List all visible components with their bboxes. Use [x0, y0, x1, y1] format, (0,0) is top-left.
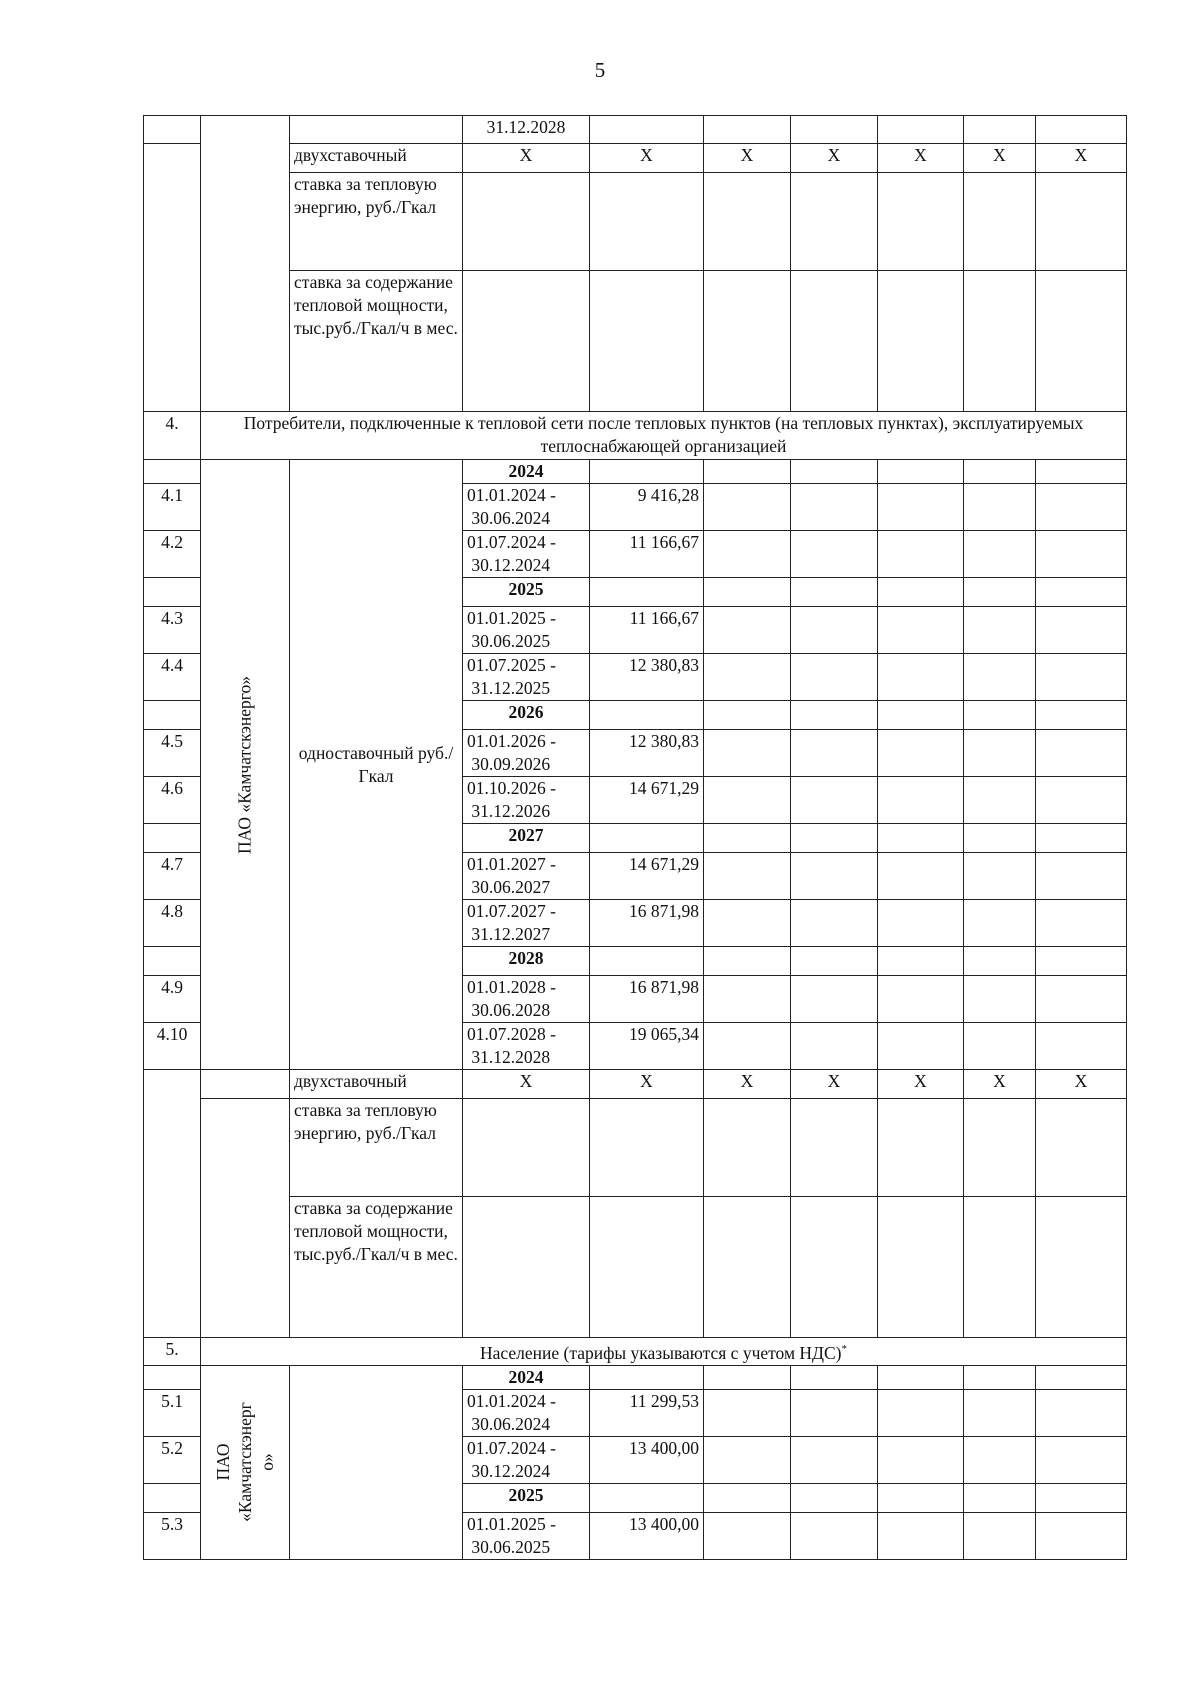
- period-cell: [463, 976, 590, 1023]
- tariff-value: 13 400,00: [590, 1436, 704, 1483]
- x-mark: X: [463, 1070, 590, 1099]
- org-name-cell: [201, 460, 290, 1070]
- period-start: 01.07.2024 -: [467, 1437, 556, 1458]
- row-number: 4.6: [144, 777, 201, 824]
- org-name: [212, 1403, 278, 1523]
- period-cell: [463, 777, 590, 824]
- year-row: [144, 1365, 1127, 1389]
- row-number: 4.8: [144, 900, 201, 947]
- org-name-cell: [201, 1365, 290, 1559]
- period-start: 01.07.2028 -: [467, 1024, 556, 1044]
- period-cell: [463, 1023, 590, 1070]
- x-mark: X: [964, 144, 1036, 173]
- tariff-value: 11 166,67: [590, 607, 704, 654]
- period-cell: [463, 607, 590, 654]
- table-row: [144, 1099, 1127, 1197]
- section-header-row: [144, 1338, 1127, 1366]
- year-label: 2028: [463, 947, 590, 976]
- org-name-line: ПАО: [213, 1443, 233, 1481]
- year-label: 2024: [463, 460, 590, 484]
- x-mark: X: [1036, 144, 1127, 173]
- period-start: 01.07.2025 -: [467, 655, 556, 675]
- period-cell: [463, 484, 590, 531]
- year-label: 2027: [463, 824, 590, 853]
- rate-capacity-label: ставка за содержание тепловой мощности, тыс.руб./Гкал/ч в мес.: [290, 271, 463, 412]
- section-title: Потребители, подключенные к тепловой сети после тепловых пунктов (на тепловых пунктах), эксплуатируемых теплоснабжающей организацией: [201, 412, 1127, 460]
- footnote-mark: *: [841, 1343, 847, 1355]
- year-row: [144, 460, 1127, 484]
- tariff-value: 9 416,28: [590, 484, 704, 531]
- tariff-value: 11 166,67: [590, 531, 704, 578]
- x-mark: X: [791, 144, 878, 173]
- period-cell: [463, 853, 590, 900]
- table-row: [144, 1070, 1127, 1099]
- period-end: 30.06.2024: [471, 508, 551, 528]
- period-end: 30.06.2027: [471, 877, 551, 897]
- period-start: 01.01.2024 -: [467, 485, 556, 505]
- row-number: 4.5: [144, 730, 201, 777]
- x-mark: X: [878, 144, 964, 173]
- tariff-value: 14 671,29: [590, 777, 704, 824]
- tariff-value: 16 871,98: [590, 900, 704, 947]
- org-name-line: «Камчатскэнерг: [235, 1402, 255, 1523]
- row-number: 5.1: [144, 1389, 201, 1436]
- row-number: 5.3: [144, 1512, 201, 1559]
- period-end: 30.12.2024: [471, 1460, 551, 1481]
- section-title: [201, 1338, 1127, 1366]
- one-rate-label: одноставочный руб./Гкал: [290, 460, 463, 1070]
- period-start: 01.07.2024 -: [467, 532, 556, 552]
- period-start: 01.01.2028 -: [467, 977, 556, 997]
- row-number: 4.10: [144, 1023, 201, 1070]
- period-end: 30.09.2026: [471, 754, 551, 774]
- year-label: 2025: [463, 1483, 590, 1512]
- period-end: 30.06.2025: [471, 631, 551, 651]
- table-row: [144, 144, 1127, 173]
- tariff-type-label: двухставочный: [290, 1070, 463, 1099]
- org-name-line: о»: [257, 1453, 277, 1472]
- row-number: 4.7: [144, 853, 201, 900]
- period-end: 31.12.2026: [471, 801, 551, 821]
- x-mark: X: [463, 144, 590, 173]
- x-mark: X: [1036, 1070, 1127, 1099]
- tariff-type-label: двухставочный: [290, 144, 463, 173]
- section-number: 5.: [144, 1338, 201, 1366]
- period-cell: [463, 900, 590, 947]
- x-mark: X: [590, 144, 704, 173]
- period-start: 01.07.2027 -: [467, 901, 556, 921]
- period-start: 01.01.2027 -: [467, 854, 556, 874]
- period-start: 01.01.2025 -: [467, 608, 556, 628]
- table-row: [144, 173, 1127, 271]
- section-title-text: Население (тарифы указываются с учетом НДС): [479, 1342, 842, 1363]
- period-end: 30.06.2025: [471, 1536, 551, 1557]
- period-cell: [463, 654, 590, 701]
- period-cell: [463, 730, 590, 777]
- period-end: 30.06.2028: [471, 1000, 551, 1020]
- row-number: 5.2: [144, 1436, 201, 1483]
- tariff-value: 16 871,98: [590, 976, 704, 1023]
- row-number: 4.4: [144, 654, 201, 701]
- tariff-table: [143, 115, 1127, 1560]
- period-end: 30.06.2024: [471, 1413, 551, 1434]
- section-number: 4.: [144, 412, 201, 460]
- tariff-value: 12 380,83: [590, 654, 704, 701]
- period-start: 01.01.2026 -: [467, 731, 556, 751]
- x-mark: X: [791, 1070, 878, 1099]
- x-mark: X: [590, 1070, 704, 1099]
- org-name: ПАО «Камчатскэнерго»: [234, 675, 255, 854]
- rate-energy-label: ставка за тепловую энергию, руб./Гкал: [290, 173, 463, 271]
- table-row: [144, 1197, 1127, 1338]
- period-start: 01.01.2024 -: [467, 1390, 556, 1411]
- period-start: 01.01.2025 -: [467, 1513, 556, 1534]
- tariff-value: 11 299,53: [590, 1389, 704, 1436]
- section-header-row: [144, 412, 1127, 460]
- tariff-value: 13 400,00: [590, 1512, 704, 1559]
- page-number: 5: [594, 58, 606, 82]
- table-row: [144, 271, 1127, 412]
- period-cell: [463, 531, 590, 578]
- period-start: 01.10.2026 -: [467, 778, 556, 798]
- period-end: 31.12.2027: [471, 924, 551, 944]
- year-label: 2025: [463, 578, 590, 607]
- x-mark: X: [964, 1070, 1036, 1099]
- x-mark: X: [704, 1070, 791, 1099]
- row-number: 4.1: [144, 484, 201, 531]
- rate-capacity-label: ставка за содержание тепловой мощности, тыс.руб./Гкал/ч в мес.: [290, 1197, 463, 1338]
- row-number: 4.2: [144, 531, 201, 578]
- period-end: 31.12.2025: [471, 678, 551, 698]
- x-mark: X: [878, 1070, 964, 1099]
- x-mark: X: [704, 144, 791, 173]
- table-row: [144, 116, 1127, 144]
- row-number: 4.9: [144, 976, 201, 1023]
- tariff-value: 14 671,29: [590, 853, 704, 900]
- period-end: 30.12.2024: [471, 555, 551, 575]
- period-end: 31.12.2028: [471, 1047, 551, 1067]
- period-cell: [463, 1436, 590, 1483]
- year-label: 2026: [463, 701, 590, 730]
- period-cell: 31.12.2028: [463, 116, 590, 144]
- rate-energy-label: ставка за тепловую энергию, руб./Гкал: [290, 1099, 463, 1197]
- period-cell: [463, 1512, 590, 1559]
- tariff-value: 12 380,83: [590, 730, 704, 777]
- row-number: 4.3: [144, 607, 201, 654]
- period-cell: [463, 1389, 590, 1436]
- tariff-value: 19 065,34: [590, 1023, 704, 1070]
- year-label: 2024: [463, 1365, 590, 1389]
